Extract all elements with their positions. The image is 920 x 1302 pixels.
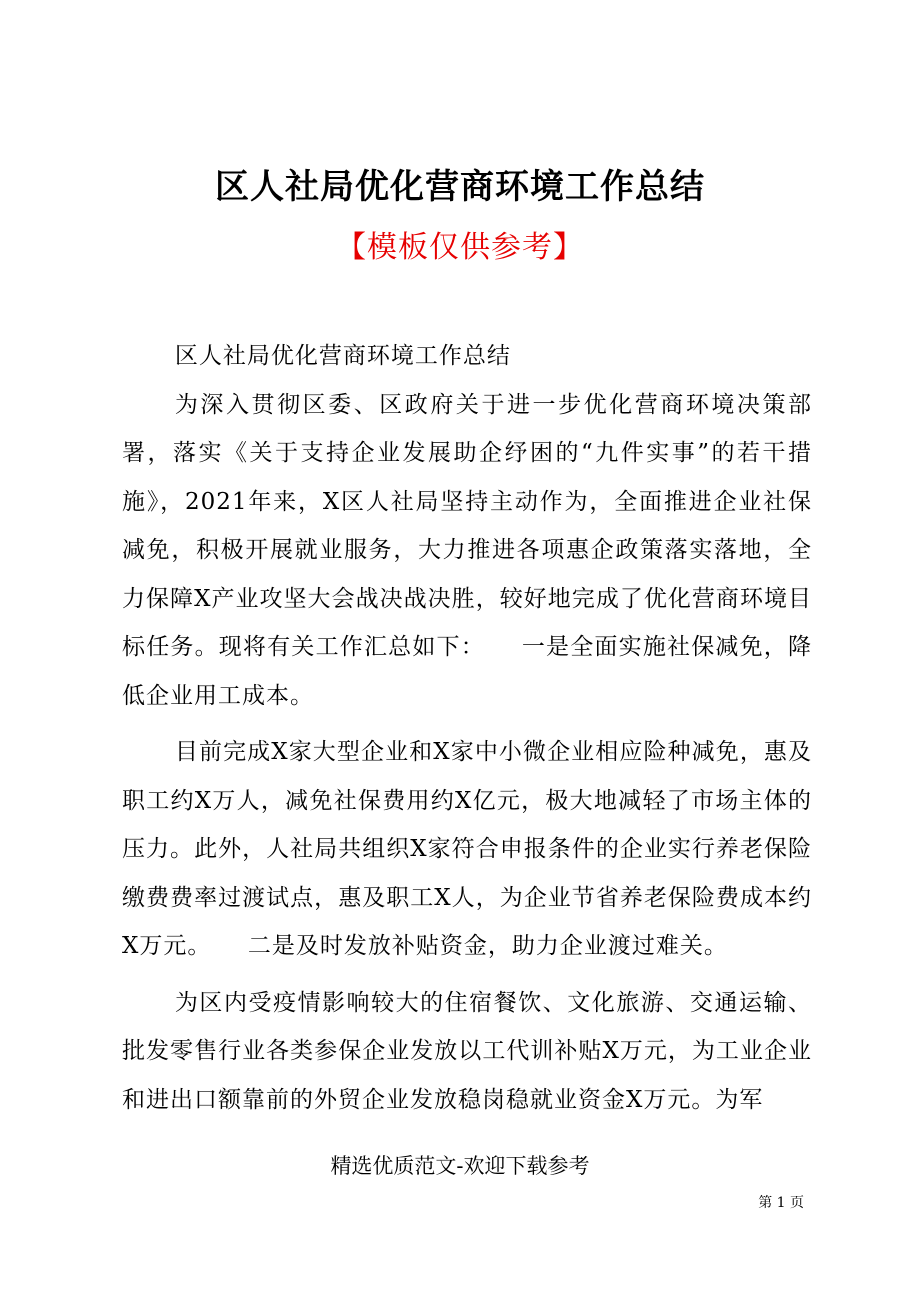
- page-number: 第 1 页: [758, 1195, 804, 1211]
- document-body: [122, 332, 812, 1124]
- template-notice: 【模板仅供参考】: [336, 230, 584, 265]
- document-title: 区人社局优化营商环境工作总结: [215, 167, 705, 207]
- body-paragraph: 为深入贯彻区委、区政府关于进一步优化营商环境决策部署，落实《关于支持企业发展助企纾困的“九件实事”的若干措施》，2021年来，X区人社局坚持主动作为，全面推进企业社保减免，积极开展就业服务，大力推进各项惠企政策落实落地，全力保障X产业攻坚大会战决战决胜，较好地完成了优化营商环境目标任务。现将有关工作汇总如下： 一是全面实施社保减免，降低企业用工成本。: [122, 391, 812, 709]
- footer-text: 精选优质范文-欢迎下载参考: [330, 1154, 590, 1178]
- body-paragraph: 为区内受疫情影响较大的住宿餐饮、文化旅游、交通运输、批发零售行业各类参保企业发放以工代训补贴X万元，为工业企业和进出口额靠前的外贸企业发放稳岗稳就业资金X万元。为军: [122, 989, 812, 1113]
- body-paragraph: 目前完成X家大型企业和X家中小微企业相应险种减免，惠及职工约X万人，减免社保费用约X亿元，极大地减轻了市场主体的压力。此外，人社局共组织X家符合申报条件的企业实行养老保险缴费费率过渡试点，惠及职工X人，为企业节省养老保险费成本约X万元。 二是及时发放补贴资金，助力企业渡过难关。: [122, 739, 812, 959]
- body-heading: 区人社局优化营商环境工作总结: [174, 343, 511, 369]
